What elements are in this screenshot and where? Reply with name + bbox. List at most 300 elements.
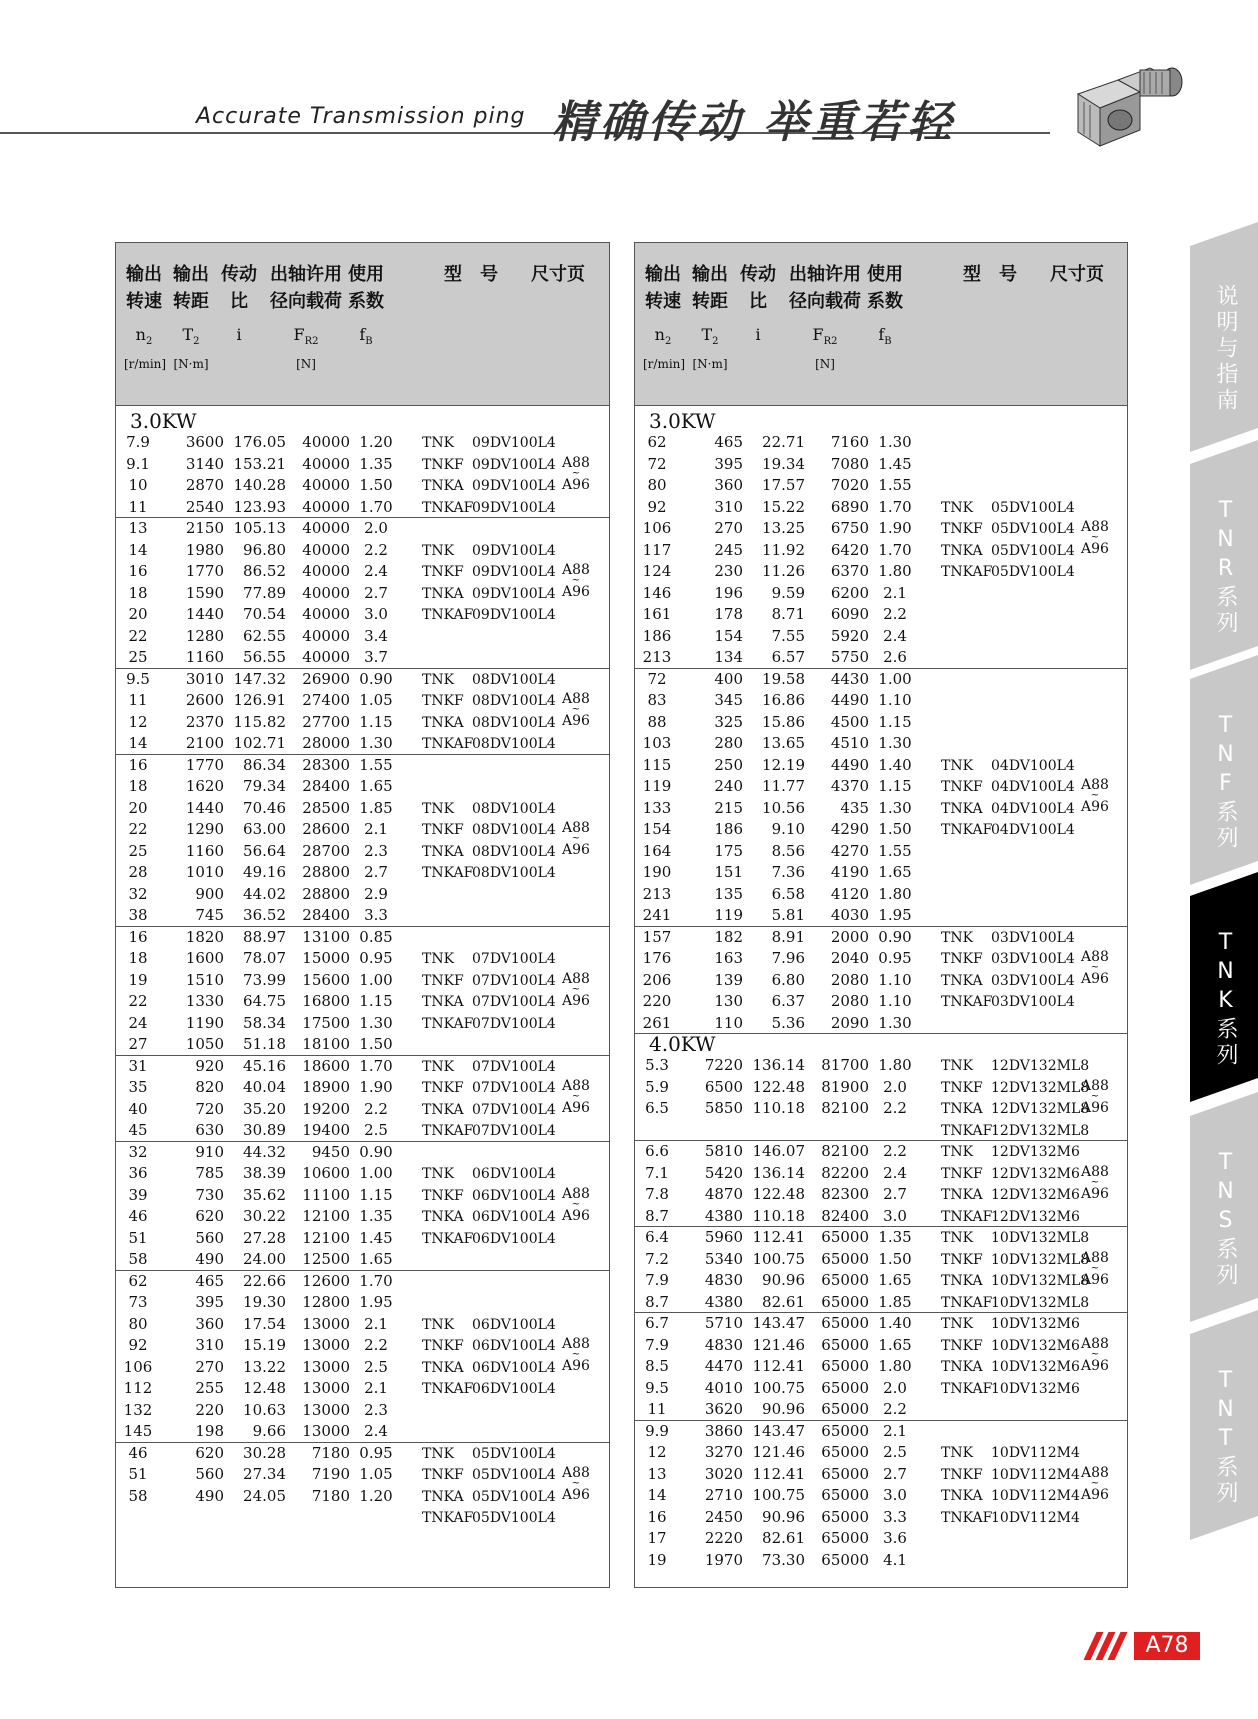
- symbol-s2: [171, 325, 211, 347]
- cell-col3: 30.89: [243, 1121, 286, 1139]
- cell-col5: 1.30: [878, 734, 912, 752]
- cell-col5: 1.55: [359, 755, 393, 774]
- page-tilde: ~: [1090, 1176, 1100, 1188]
- group-separator: [635, 926, 1127, 927]
- unit-u2: [N·m]: [173, 357, 209, 371]
- cell-col2: 785: [195, 1164, 224, 1182]
- group-separator: [635, 1312, 1127, 1313]
- cell-col5: 1.15: [359, 712, 393, 731]
- header-line: 使用: [348, 264, 384, 285]
- symbol-s3: [219, 325, 259, 344]
- cell-col5: 2.2: [883, 1142, 907, 1160]
- cell-col2: 178: [714, 605, 743, 623]
- cell-col5: 3.0: [364, 605, 388, 623]
- cell-col2: 270: [714, 519, 743, 537]
- page-to: A96: [1081, 1271, 1109, 1288]
- model-suffix: 10DV132ML8: [991, 1294, 1090, 1311]
- cell-col1: 17: [647, 1529, 667, 1547]
- cell-col2: 4010: [704, 1378, 743, 1397]
- model-TNKF: [422, 1466, 556, 1484]
- model-prefix: TNK: [941, 757, 974, 774]
- cell-col3: 77.89: [243, 583, 286, 602]
- cell-col1: 16: [128, 927, 148, 946]
- cell-col4: 13000: [302, 1379, 350, 1397]
- symbol-text: n: [654, 325, 665, 344]
- cell-col3: 5.36: [771, 1013, 805, 1032]
- cell-col5: 2.4: [883, 626, 907, 645]
- cell-col2: 395: [714, 454, 743, 473]
- group-separator: [116, 517, 609, 518]
- cell-col5: 1.30: [359, 734, 393, 752]
- cell-col3: 24.00: [243, 1250, 286, 1268]
- model-TNKA: [422, 1488, 556, 1506]
- cell-col2: 360: [195, 1314, 224, 1333]
- cell-col3: 10.56: [762, 798, 805, 817]
- model-suffix: 03DV100L4: [991, 994, 1075, 1010]
- model-TNKAF: [422, 1380, 556, 1398]
- sidebar-tab-5[interactable]: TNS系列: [1213, 1149, 1238, 1289]
- cell-col4: 82100: [821, 1099, 869, 1117]
- cell-col1: 72: [647, 669, 667, 688]
- cell-col4: 40000: [302, 519, 350, 537]
- cell-col4: 13000: [302, 1314, 350, 1333]
- cell-col1: 133: [642, 798, 672, 817]
- header-line: 转速: [126, 291, 162, 312]
- cell-col5: 1.45: [359, 1228, 393, 1247]
- model-suffix: 07DV100L4: [472, 1015, 556, 1032]
- cell-col2: 245: [714, 540, 743, 559]
- model-suffix: 06DV100L4: [472, 1338, 556, 1354]
- cell-col2: 400: [714, 669, 743, 688]
- cell-col4: 28800: [302, 884, 350, 903]
- model-suffix: 09DV100L4: [472, 499, 556, 516]
- cell-col4: 7190: [311, 1465, 350, 1483]
- cell-col2: 119: [714, 906, 743, 924]
- cell-col2: 151: [714, 863, 743, 881]
- header-line: 出轴许用: [270, 264, 342, 285]
- cell-col1: 88: [647, 712, 667, 731]
- cell-col4: 13000: [302, 1422, 350, 1440]
- cell-col1: 16: [128, 562, 148, 580]
- cell-col1: 9.9: [645, 1421, 669, 1440]
- cell-col1: 22: [128, 820, 148, 838]
- cell-col1: 51: [128, 1228, 148, 1247]
- cell-col3: 35.62: [243, 1185, 286, 1204]
- page-to: A96: [1081, 1486, 1109, 1503]
- cell-col2: 215: [714, 798, 743, 817]
- cell-col2: 1050: [185, 1035, 224, 1053]
- cell-col4: 4490: [830, 755, 869, 774]
- group-separator: [116, 926, 609, 927]
- cell-col2: 4380: [704, 1206, 743, 1225]
- cell-col2: 900: [195, 884, 224, 903]
- cell-col4: 65000: [821, 1464, 869, 1483]
- page-from: A88: [562, 454, 590, 471]
- cell-col1: 7.8: [645, 1185, 669, 1203]
- symbol-subscript: 2: [712, 336, 719, 348]
- cell-col3: 79.34: [243, 777, 286, 795]
- model-prefix: TNKA: [941, 542, 983, 559]
- model-TNKF: [941, 1466, 1080, 1484]
- model-TNK: [422, 1316, 556, 1334]
- page-from: A88: [562, 562, 590, 578]
- model-TNK: [422, 950, 556, 968]
- symbol-text: f: [359, 325, 366, 344]
- cell-col4: 40000: [302, 433, 350, 451]
- cell-col5: 3.0: [883, 1206, 907, 1225]
- cell-col3: 122.48: [752, 1077, 805, 1096]
- model-TNK: [422, 434, 556, 452]
- cell-col1: 36: [128, 1164, 148, 1182]
- cell-col2: 1330: [185, 992, 224, 1010]
- symbol-subscript: R2: [304, 336, 319, 348]
- table-header: [635, 243, 1127, 406]
- model-prefix: TNKAF: [422, 607, 474, 623]
- cell-col1: 58: [128, 1250, 148, 1268]
- model-prefix: TNKAF: [941, 822, 993, 838]
- cell-col4: 40000: [302, 626, 350, 645]
- symbol-subscript: 2: [145, 336, 153, 348]
- cell-col3: 96.80: [243, 540, 286, 559]
- model-suffix: 03DV100L4: [991, 929, 1075, 946]
- cell-col4: 12800: [302, 1293, 350, 1311]
- cell-col4: 2000: [830, 927, 869, 946]
- page-to: A96: [562, 584, 590, 600]
- group-separator: [635, 668, 1127, 669]
- cell-col3: 6.80: [771, 970, 805, 989]
- model-TNKAF: [941, 821, 1075, 839]
- size-page-ref: [558, 563, 594, 599]
- cell-col1: 132: [123, 1400, 153, 1419]
- model-TNKAF: [941, 1122, 1089, 1140]
- cell-col4: 13100: [302, 927, 350, 946]
- cell-col2: 730: [195, 1185, 224, 1204]
- cell-col5: 1.30: [878, 433, 912, 451]
- cell-col3: 143.47: [752, 1421, 805, 1440]
- model-suffix: 06DV100L4: [472, 1316, 556, 1333]
- cell-col3: 112.41: [752, 1464, 805, 1483]
- model-prefix: TNKF: [941, 1165, 983, 1182]
- cell-col5: 1.55: [878, 841, 912, 860]
- model-suffix: 10DV112M4: [991, 1466, 1080, 1483]
- cell-col2: 2220: [704, 1529, 743, 1547]
- cell-col2: 620: [195, 1207, 224, 1225]
- symbol-s1: [643, 325, 683, 347]
- cell-col1: 92: [128, 1336, 148, 1354]
- cell-col2: 920: [195, 1056, 224, 1075]
- cell-col4: 28700: [302, 841, 350, 860]
- cell-col5: 1.30: [359, 1013, 393, 1032]
- cell-col2: 196: [714, 583, 743, 602]
- cell-col2: 6500: [704, 1077, 743, 1096]
- sidebar-tab-3[interactable]: TNF系列: [1213, 712, 1238, 852]
- size-page-ref: [1077, 1079, 1113, 1115]
- model-suffix: 06DV100L4: [472, 1230, 556, 1247]
- cell-col2: 5710: [704, 1314, 743, 1332]
- cell-col2: 175: [714, 841, 743, 860]
- cell-col3: 100.75: [752, 1486, 805, 1504]
- model-TNKF: [422, 456, 556, 474]
- model-suffix: 12DV132M6: [991, 1144, 1080, 1160]
- cell-col4: 27400: [302, 691, 350, 709]
- cell-col1: 261: [642, 1013, 672, 1032]
- page-to: A96: [562, 1358, 590, 1374]
- cell-col3: 11.77: [762, 777, 805, 795]
- model-suffix: 07DV100L4: [472, 972, 556, 989]
- cell-col4: 15000: [302, 949, 350, 967]
- cell-col3: 30.28: [243, 1443, 286, 1462]
- cell-col2: 2540: [185, 497, 224, 516]
- model-suffix: 08DV100L4: [472, 736, 556, 752]
- cell-col3: 100.75: [752, 1249, 805, 1268]
- model-TNKA: [941, 1100, 1089, 1118]
- model-TNK: [941, 1057, 1089, 1075]
- page-from: A88: [562, 1465, 590, 1481]
- model-prefix: TNKF: [422, 972, 464, 989]
- cell-col2: 620: [195, 1443, 224, 1462]
- header-col-5: [865, 261, 905, 315]
- header-model: 型 号: [444, 264, 498, 285]
- cell-col4: 12600: [302, 1271, 350, 1290]
- cell-col3: 73.99: [243, 970, 286, 989]
- cell-col4: 65000: [821, 1271, 869, 1289]
- cell-col3: 36.52: [243, 906, 286, 924]
- page-from: A88: [562, 820, 590, 836]
- sidebar-tab-2[interactable]: TNR系列: [1213, 497, 1238, 637]
- cell-col4: 12100: [302, 1228, 350, 1247]
- symbol-text: F: [293, 325, 305, 344]
- cell-col5: 2.4: [883, 1163, 907, 1182]
- cell-col3: 45.16: [243, 1056, 286, 1075]
- symbol-text: T: [182, 325, 194, 344]
- cell-col4: 40000: [302, 648, 350, 666]
- cell-col3: 147.32: [233, 669, 286, 688]
- cell-col2: 360: [714, 476, 743, 494]
- cell-col2: 560: [195, 1228, 224, 1247]
- sidebar-tab-1[interactable]: 说明与指南: [1213, 284, 1238, 414]
- sidebar-tab-4[interactable]: TNK系列: [1213, 929, 1238, 1069]
- model-prefix: TNKAF: [422, 1123, 474, 1139]
- cell-col3: 9.10: [771, 820, 805, 838]
- cell-col1: 14: [128, 540, 148, 559]
- cell-col1: 32: [128, 1142, 148, 1161]
- model-suffix: 10DV132M6: [991, 1359, 1080, 1375]
- cell-col3: 49.16: [243, 863, 286, 881]
- cell-col2: 1970: [704, 1550, 743, 1569]
- cell-col4: 40000: [302, 454, 350, 473]
- model-prefix: TNKA: [941, 1187, 983, 1203]
- cell-col3: 5.81: [771, 906, 805, 924]
- cell-col5: 1.50: [878, 1249, 912, 1268]
- cell-col4: 4370: [830, 777, 869, 795]
- cell-col4: 17500: [302, 1013, 350, 1032]
- cell-col4: 4500: [830, 712, 869, 731]
- cell-col5: 1.10: [878, 992, 912, 1010]
- symbol-text: n: [135, 325, 146, 344]
- model-TNKF: [422, 1079, 556, 1097]
- header-line: 转距: [173, 291, 209, 312]
- model-TNKAF: [422, 1230, 556, 1248]
- cell-col5: 0.95: [359, 949, 393, 967]
- model-TNKAF: [941, 993, 1075, 1011]
- cell-col1: 19: [647, 1550, 667, 1569]
- symbol-s4: [783, 325, 867, 347]
- cell-col1: 73: [128, 1293, 148, 1311]
- cell-col5: 1.90: [878, 519, 912, 537]
- model-prefix: TNKAF: [941, 564, 993, 580]
- cell-col1: 6.6: [645, 1142, 669, 1160]
- model-prefix: TNK: [422, 1316, 455, 1333]
- cell-col2: 163: [714, 949, 743, 967]
- cell-col4: 65000: [821, 1550, 869, 1569]
- model-suffix: 10DV132ML8: [991, 1230, 1090, 1246]
- page-to: A96: [1081, 1185, 1109, 1202]
- cell-col3: 112.41: [752, 1357, 805, 1375]
- model-suffix: 12DV132ML8: [991, 1079, 1090, 1096]
- model-suffix: 08DV100L4: [472, 714, 556, 731]
- cell-col4: 2090: [830, 1013, 869, 1032]
- model-TNKA: [422, 1359, 556, 1377]
- cell-col1: 106: [642, 519, 672, 537]
- model-TNK: [422, 800, 556, 818]
- cell-col2: 220: [195, 1400, 224, 1419]
- cell-col2: 1770: [185, 562, 224, 580]
- model-prefix: TNKAF: [941, 1122, 993, 1139]
- model-suffix: 10DV112M4: [991, 1445, 1080, 1461]
- page-from: A88: [1081, 1464, 1109, 1481]
- cell-col5: 1.00: [359, 1164, 393, 1182]
- cell-col2: 465: [714, 433, 743, 451]
- cell-col5: 1.05: [359, 691, 393, 709]
- cell-col3: 110.18: [752, 1206, 805, 1225]
- cell-col1: 154: [642, 820, 672, 838]
- cell-col5: 1.55: [878, 476, 912, 494]
- cell-col2: 2150: [185, 519, 224, 537]
- model-TNKA: [941, 972, 1075, 990]
- cell-col4: 65000: [821, 1292, 869, 1311]
- size-page-ref: [558, 1187, 594, 1223]
- cell-col4: 10600: [302, 1164, 350, 1182]
- model-prefix: TNKF: [941, 779, 983, 795]
- model-TNKF: [422, 972, 556, 990]
- cell-col3: 27.34: [243, 1465, 286, 1483]
- cell-col1: 62: [647, 433, 667, 451]
- symbol-s4: [264, 325, 348, 347]
- model-suffix: 04DV100L4: [991, 800, 1075, 817]
- sidebar-tab-6[interactable]: TNT系列: [1213, 1367, 1238, 1507]
- model-TNKAF: [941, 1208, 1080, 1226]
- cell-col5: 1.80: [878, 884, 912, 903]
- cell-col5: 1.65: [878, 1335, 912, 1354]
- cell-col1: 124: [642, 562, 672, 580]
- cell-col5: 1.15: [878, 712, 912, 731]
- cell-col2: 325: [714, 712, 743, 731]
- model-suffix: 09DV100L4: [472, 478, 556, 494]
- model-prefix: TNKA: [941, 1488, 983, 1504]
- cell-col1: 58: [128, 1486, 148, 1505]
- cell-col2: 1820: [185, 927, 224, 946]
- cell-col2: 154: [714, 626, 743, 645]
- model-TNKF: [422, 821, 556, 839]
- page-tilde: ~: [571, 467, 581, 479]
- cell-col2: 4380: [704, 1292, 743, 1311]
- symbol-subscript: B: [884, 336, 892, 348]
- cell-col4: 4030: [830, 906, 869, 924]
- model-prefix: TNKA: [422, 843, 464, 860]
- cell-col5: 2.7: [364, 863, 388, 881]
- cell-col2: 1160: [185, 841, 224, 860]
- model-prefix: TNKF: [422, 564, 464, 580]
- model-suffix: 07DV100L4: [472, 951, 556, 967]
- header-col-4: [264, 261, 348, 315]
- model-prefix: TNKAF: [422, 1510, 474, 1526]
- cell-col5: 2.1: [364, 1379, 388, 1397]
- model-suffix: 09DV100L4: [472, 435, 556, 451]
- cell-col5: 0.90: [359, 669, 393, 688]
- header-col-5: [346, 261, 386, 315]
- cell-col5: 0.95: [359, 1443, 393, 1462]
- model-prefix: TNKAF: [422, 736, 474, 752]
- cell-col1: 119: [642, 777, 672, 795]
- cell-col3: 15.22: [762, 497, 805, 516]
- model-suffix: 08DV100L4: [472, 693, 556, 709]
- cell-col3: 62.55: [243, 626, 286, 645]
- cell-col1: 28: [128, 863, 148, 881]
- page-tilde: ~: [571, 833, 581, 844]
- cell-col1: 20: [128, 798, 148, 817]
- model-TNKAF: [422, 735, 556, 753]
- cell-col4: 13000: [302, 1357, 350, 1376]
- cell-col2: 2710: [704, 1486, 743, 1504]
- model-TNKA: [941, 800, 1075, 818]
- cell-col1: 46: [128, 1207, 148, 1225]
- cell-col1: 38: [128, 906, 148, 924]
- cell-col4: 4490: [830, 691, 869, 709]
- cell-col3: 16.86: [762, 691, 805, 709]
- page-to: A96: [1081, 1099, 1109, 1116]
- table-body: [635, 407, 1127, 1587]
- symbol-text: f: [878, 325, 885, 344]
- cell-col4: 9450: [311, 1142, 350, 1161]
- cell-col3: 8.56: [771, 841, 805, 860]
- cell-col2: 2450: [704, 1507, 743, 1526]
- model-prefix: TNKAF: [422, 1381, 474, 1397]
- power-label: 3.0KW: [649, 409, 716, 433]
- model-suffix: 09DV100L4: [472, 564, 556, 580]
- model-prefix: TNKF: [422, 1467, 464, 1483]
- page-number: [1086, 1630, 1198, 1662]
- cell-col4: 28400: [302, 906, 350, 924]
- cell-col2: 198: [195, 1422, 224, 1440]
- cell-col2: 135: [714, 884, 743, 903]
- cell-col3: 7.55: [771, 626, 805, 645]
- page-from: A88: [1081, 1163, 1109, 1180]
- model-TNK: [941, 757, 1075, 775]
- model-suffix: 03DV100L4: [991, 972, 1075, 989]
- cell-col2: 270: [195, 1357, 224, 1376]
- cell-col2: 345: [714, 691, 743, 709]
- model-prefix: TNKAF: [941, 1294, 993, 1311]
- cell-col5: 1.70: [878, 497, 912, 516]
- model-suffix: 07DV100L4: [472, 1101, 556, 1118]
- model-prefix: TNK: [941, 929, 974, 946]
- cell-col4: 65000: [821, 1378, 869, 1397]
- model-prefix: TNKAF: [422, 1015, 474, 1032]
- model-suffix: 12DV132ML8: [991, 1101, 1090, 1117]
- cell-col1: 27: [128, 1035, 148, 1053]
- cell-col1: 206: [642, 970, 672, 989]
- cell-col4: 40000: [302, 497, 350, 516]
